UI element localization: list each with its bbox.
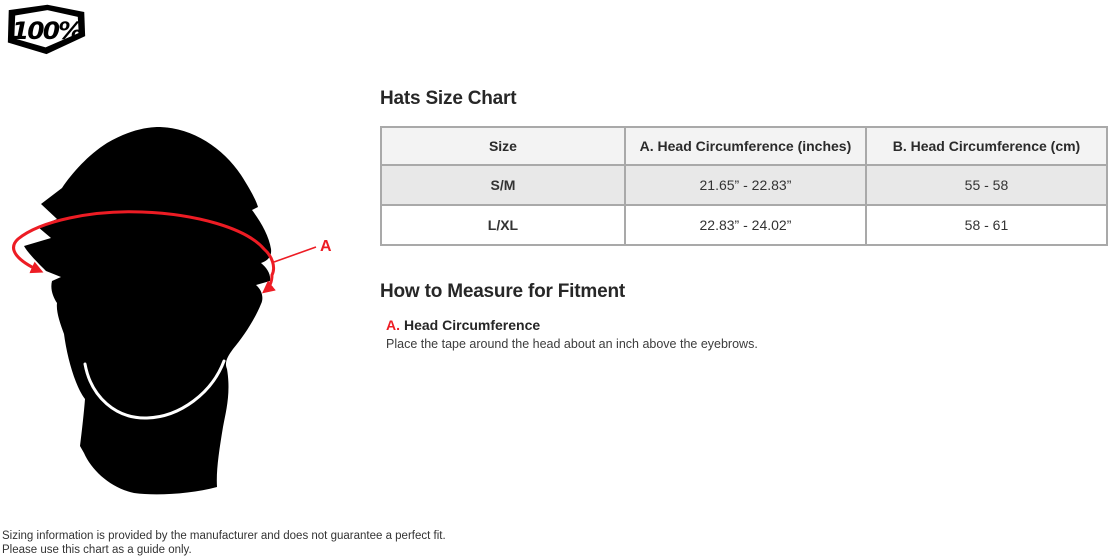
disclaimer-line-1: Sizing information is provided by the manufacturer and does not guarantee a perfect fit. bbox=[2, 530, 446, 542]
logo-text: 100% bbox=[11, 16, 82, 45]
head-measurement-figure bbox=[0, 110, 345, 510]
measure-item-head-circumference bbox=[386, 317, 1086, 351]
how-to-measure-title: How to Measure for Fitment bbox=[380, 281, 625, 302]
measure-item-letter: A. bbox=[386, 317, 400, 333]
label-leader-line bbox=[274, 247, 316, 262]
measure-item-description: Place the tape around the head about an inch above the eyebrows. bbox=[386, 337, 758, 351]
measurement-label-a: A bbox=[320, 238, 332, 255]
head-silhouette bbox=[24, 127, 271, 494]
table-header-row bbox=[381, 127, 1107, 165]
cell-inches-lxl: 22.83” - 24.02” bbox=[625, 205, 866, 245]
cell-size-lxl: L/XL bbox=[381, 205, 625, 245]
size-chart-table bbox=[380, 126, 1108, 246]
cell-cm-sm: 55 - 58 bbox=[866, 165, 1107, 205]
disclaimer-line-2: Please use this chart as a guide only. bbox=[2, 544, 192, 556]
cell-inches-sm: 21.65” - 22.83” bbox=[625, 165, 866, 205]
brand-logo-100percent bbox=[6, 3, 87, 55]
measure-item-name: Head Circumference bbox=[404, 317, 541, 333]
column-header-inches: A. Head Circumference (inches) bbox=[625, 127, 866, 165]
table-row-lxl bbox=[381, 205, 1107, 245]
size-chart-title: Hats Size Chart bbox=[380, 88, 517, 109]
cell-size-sm: S/M bbox=[381, 165, 625, 205]
measure-item-heading bbox=[386, 317, 1086, 333]
table-row-sm bbox=[381, 165, 1107, 205]
column-header-size: Size bbox=[381, 127, 625, 165]
cell-cm-lxl: 58 - 61 bbox=[866, 205, 1107, 245]
column-header-cm: B. Head Circumference (cm) bbox=[866, 127, 1107, 165]
sizing-disclaimer bbox=[2, 529, 446, 557]
